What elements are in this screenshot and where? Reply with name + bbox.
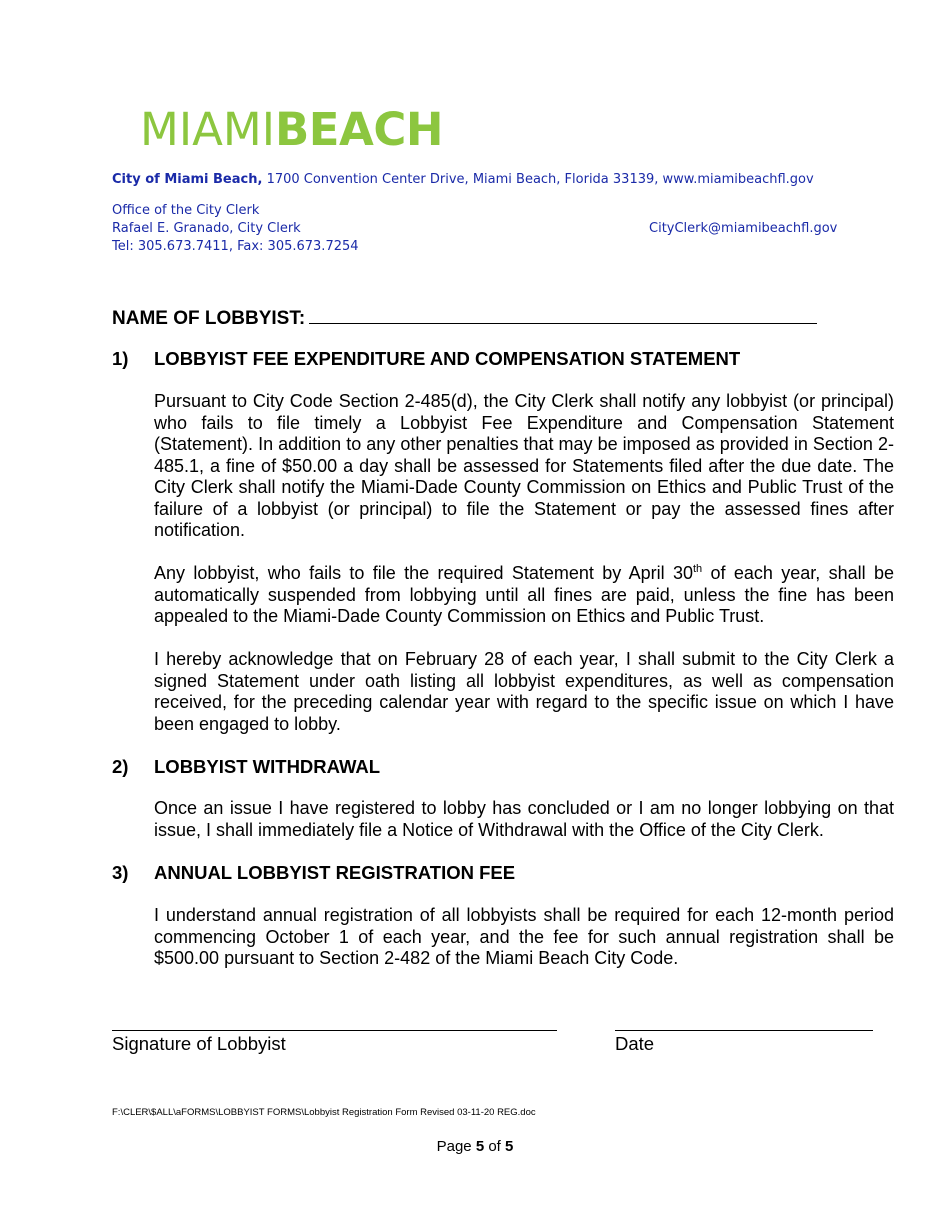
signature-line[interactable] — [112, 1030, 557, 1031]
signature-label: Signature of Lobbyist — [112, 1033, 286, 1054]
section-3-heading — [112, 862, 515, 884]
address-text: 1700 Convention Center Drive, Miami Beach, Florida 33139, www.miamibeachfl.gov — [266, 172, 814, 187]
section-3-paragraph-1: I understand annual registration of all lobbyists shall be required for each 12-month period commencing October 1 of each year, and the fee for such annual registration shall be $500.00 pursuant to Section 2-482 of the Miami Beach City Code. — [154, 905, 894, 968]
lobbyist-name-field[interactable] — [309, 305, 817, 324]
section-1-paragraph-3: I hereby acknowledge that on February 28 of each year, I shall submit to the City Clerk a signed Statement under oath listing all lobbyist expenditures, as well as compensation received, for the preceding calendar year with regard to the specific issue on which I have been engaged to lobby. — [154, 649, 894, 734]
date-line[interactable] — [615, 1030, 873, 1031]
section-title: ANNUAL LOBBYIST REGISTRATION FEE — [154, 862, 516, 883]
section-2-paragraph-1: Once an issue I have registered to lobby has concluded or I am no longer lobbying on that issue, I shall immediately file a Notice of Withdrawal with the Office of the City Clerk. — [154, 798, 894, 840]
logo-beach: BEACH — [274, 103, 444, 156]
date-label: Date — [615, 1033, 655, 1054]
section-title: LOBBYIST WITHDRAWAL — [154, 756, 381, 777]
section-1-paragraph-2: Any lobbyist, who fails to file the required Statement by April 30th of each year, shall be automatically suspended from lobbying until all fines are paid, unless the fine has been appealed to the Miami-Dade County Commission on Ethics and Public Trust. — [154, 563, 894, 626]
page-number: Page 5 of 5 — [436, 1138, 514, 1155]
section-1-heading — [112, 348, 740, 370]
section-title: LOBBYIST FEE EXPENDITURE AND COMPENSATION STATEMENT — [154, 348, 741, 369]
section-number: 2) — [112, 756, 129, 777]
phone-fax: Tel: 305.673.7411, Fax: 305.673.7254 — [112, 239, 359, 254]
city-name: City of Miami Beach, — [112, 172, 263, 187]
clerk-email: CityClerk@miamibeachfl.gov — [649, 221, 838, 236]
file-path: F:\CLER\$ALL\aFORMS\LOBBYIST FORMS\Lobbyist Registration Form Revised 03-11-20 REG.doc — [112, 1107, 536, 1118]
office-title: Office of the City Clerk — [112, 203, 260, 218]
city-clerk-name: Rafael E. Granado, City Clerk — [112, 221, 301, 236]
logo-miami: MIAMI — [140, 103, 275, 156]
section-1-paragraph-1: Pursuant to City Code Section 2-485(d), the City Clerk shall notify any lobbyist (or principal) who fails to file timely a Lobbyist Fee Expenditure and Compensation Statement (Statement). In addition to any other penalties that may be imposed as provided in Section 2-485.1, a fine of $50.00 a day shall be assessed for Statements filed after the due date. The City Clerk shall notify the Miami-Dade County Commission on Ethics and Public Trust of the failure of a lobbyist (or principal) to file the Statement or pay the assessed fines after notification. — [154, 391, 894, 540]
section-number: 1) — [112, 348, 129, 369]
section-number: 3) — [112, 862, 129, 883]
lobbyist-name-label: NAME OF LOBBYIST: — [112, 308, 306, 329]
lobbyist-name-row — [112, 305, 817, 330]
section-2-heading — [112, 756, 380, 778]
city-address — [112, 171, 814, 189]
miami-beach-logo — [140, 104, 443, 156]
office-block — [112, 202, 359, 256]
